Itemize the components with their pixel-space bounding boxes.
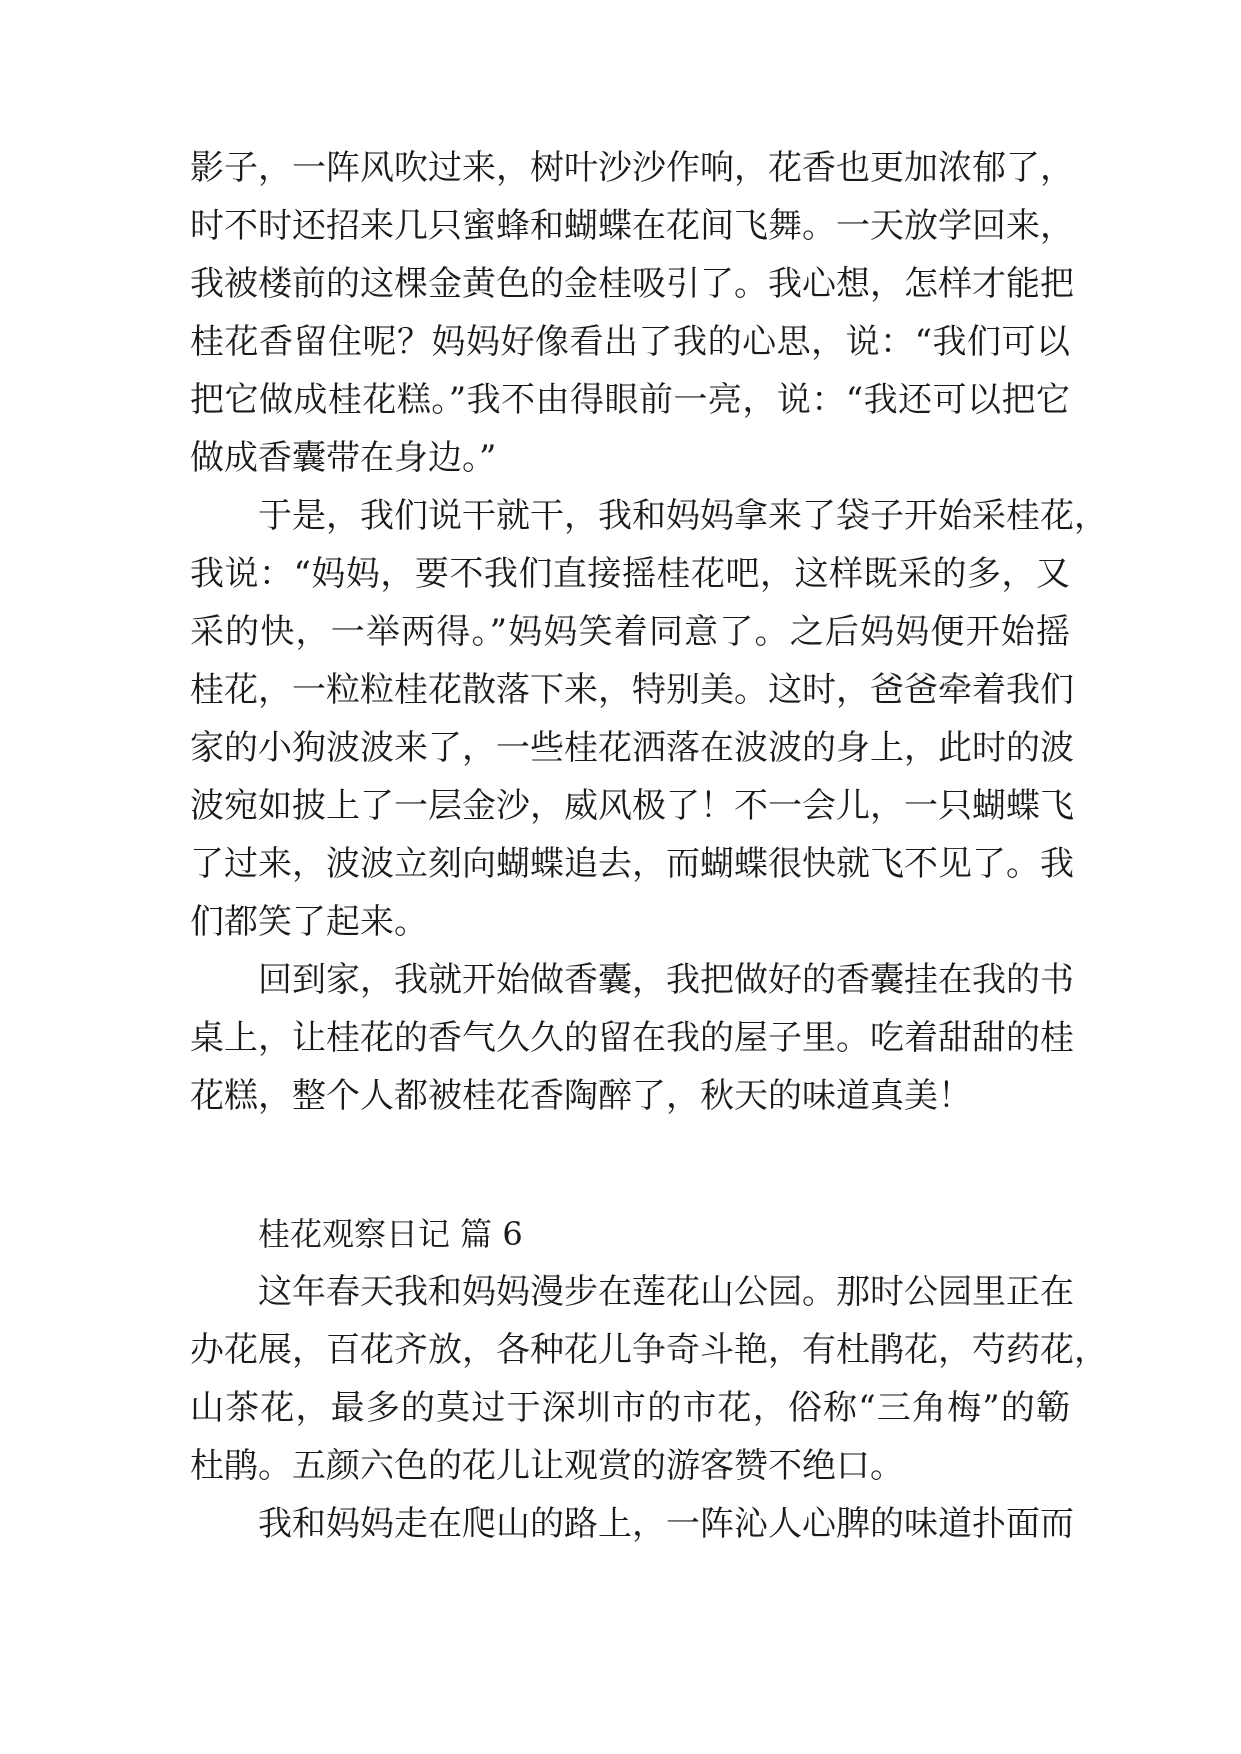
paragraph-4-line-1: 这年春天我和妈妈漫步在莲花山公园。那时公园里正在 (258, 1272, 1074, 1312)
paragraph-2-line-1: 于是，我们说干就干，我和妈妈拿来了袋子开始采桂花， (258, 496, 1108, 536)
paragraph-1-line-6: 做成香囊带在身边。” (190, 438, 497, 478)
paragraph-2-line-6: 波宛如披上了一层金沙，威风极了！不一会儿，一只蝴蝶飞 (190, 786, 1074, 826)
paragraph-4-line-3: 山茶花，最多的莫过于深圳市的市花，俗称“三角梅”的簕 (190, 1388, 1070, 1428)
paragraph-3-line-3: 花糕，整个人都被桂花香陶醉了，秋天的味道真美！ (190, 1076, 972, 1116)
paragraph-5-line-1: 我和妈妈走在爬山的路上，一阵沁人心脾的味道扑面而 (258, 1504, 1074, 1544)
paragraph-4-line-2: 办花展，百花齐放，各种花儿争奇斗艳，有杜鹃花，芍药花， (190, 1330, 1108, 1370)
paragraph-2-line-8: 们都笑了起来。 (190, 902, 428, 942)
paragraph-2-line-7: 了过来，波波立刻向蝴蝶追去，而蝴蝶很快就飞不见了。我 (190, 844, 1074, 884)
paragraph-1-line-4: 桂花香留住呢？妈妈好像看出了我的心思，说：“我们可以 (190, 322, 1070, 362)
paragraph-3-line-2: 桌上，让桂花的香气久久的留在我的屋子里。吃着甜甜的桂 (190, 1018, 1074, 1058)
paragraph-2-line-2: 我说：“妈妈，要不我们直接摇桂花吧，这样既采的多，又 (190, 554, 1070, 594)
paragraph-3-line-1: 回到家，我就开始做香囊，我把做好的香囊挂在我的书 (258, 960, 1074, 1000)
paragraph-4-line-4: 杜鹃。五颜六色的花儿让观赏的游客赞不绝口。 (190, 1446, 904, 1486)
paragraph-2-line-5: 家的小狗波波来了，一些桂花洒落在波波的身上，此时的波 (190, 728, 1074, 768)
paragraph-1-line-1: 影子，一阵风吹过来，树叶沙沙作响，花香也更加浓郁了， (190, 148, 1074, 188)
paragraph-2-line-4: 桂花，一粒粒桂花散落下来，特别美。这时，爸爸牵着我们 (190, 670, 1074, 710)
paragraph-2-line-3: 采的快，一举两得。”妈妈笑着同意了。之后妈妈便开始摇 (190, 612, 1070, 652)
section-heading: 桂花观察日记 篇 6 (258, 1215, 523, 1253)
paragraph-1-line-5: 把它做成桂花糕。”我不由得眼前一亮，说：“我还可以把它 (190, 380, 1070, 420)
paragraph-1-line-3: 我被楼前的这棵金黄色的金桂吸引了。我心想，怎样才能把 (190, 264, 1074, 304)
paragraph-1-line-2: 时不时还招来几只蜜蜂和蝴蝶在花间飞舞。一天放学回来， (190, 206, 1074, 246)
